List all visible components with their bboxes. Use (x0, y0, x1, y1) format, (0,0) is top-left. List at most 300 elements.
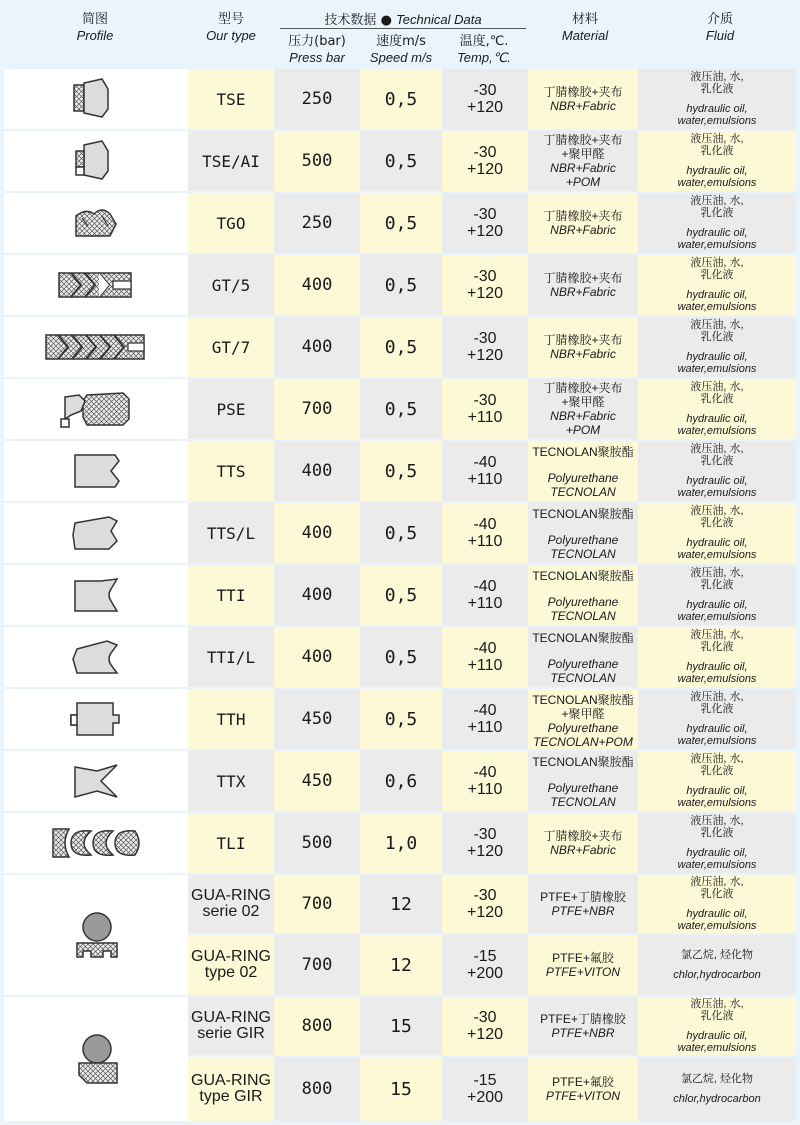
seal-profile-icon (68, 698, 124, 740)
speed-cell (360, 441, 442, 501)
material-line: TECNOLAN聚胺酯 (532, 507, 634, 521)
header-temp-en: Temp,℃. (457, 50, 511, 65)
seal-profile-icon (68, 636, 124, 678)
pressure-value: 700 (301, 955, 333, 975)
temp-max: +110 (467, 595, 503, 612)
material-cell (528, 441, 638, 501)
fluid-line: water,emulsions (677, 797, 757, 809)
table-row (0, 689, 800, 749)
speed-value: 0,5 (384, 584, 418, 606)
speed-cell (360, 751, 442, 811)
temp-cell (442, 565, 528, 625)
material-line: 丁腈橡胶+夹布 (543, 271, 623, 285)
temp-cell (442, 69, 528, 129)
temp-max: +110 (467, 471, 503, 488)
pressure-value: 700 (301, 894, 333, 914)
profile-cell (4, 503, 188, 563)
header-speed-cn: 速度m/s (376, 34, 426, 49)
type-cell (188, 813, 274, 873)
fluid-line: chlor,hydrocarbon (673, 969, 761, 981)
speed-value: 0,5 (384, 274, 418, 296)
profile-cell (4, 69, 188, 129)
type-value: TLI (216, 833, 246, 853)
type-cell (188, 503, 274, 563)
profile-cell (4, 813, 188, 873)
profile-cell (4, 131, 188, 191)
pressure-value: 700 (301, 399, 333, 419)
header-divider (280, 28, 526, 29)
fluid-line: 氯乙烷, 烃化物 (680, 1073, 754, 1085)
temp-min: -15 (473, 1072, 497, 1089)
fluid-line: 液压油, 水, (690, 71, 744, 83)
temp-cell (442, 317, 528, 377)
fluid-line: hydraulic oil, (686, 908, 748, 920)
seal-profile-icon (56, 266, 136, 304)
material-line: TECNOLAN (550, 795, 616, 809)
pressure-value: 450 (301, 709, 333, 729)
type-cell (188, 317, 274, 377)
speed-value: 15 (390, 1015, 412, 1037)
fluid-line: hydraulic oil, (686, 413, 748, 425)
header-tech-en: Technical Data (396, 12, 482, 27)
bullet-icon: ● (380, 13, 392, 28)
temp-max: +120 (466, 347, 504, 364)
speed-value: 12 (390, 954, 412, 976)
fluid-cell (638, 935, 796, 995)
profile-cell (4, 317, 188, 377)
type-cell (188, 255, 274, 315)
speed-cell (360, 565, 442, 625)
fluid-line: water,emulsions (677, 611, 757, 623)
temp-cell (442, 935, 528, 995)
fluid-line: water,emulsions (677, 920, 757, 932)
type-cell (188, 751, 274, 811)
fluid-line: 乳化液 (700, 703, 734, 715)
fluid-line: 乳化液 (700, 83, 734, 95)
speed-cell (360, 131, 442, 191)
speed-cell (360, 503, 442, 563)
fluid-cell (638, 1057, 796, 1121)
material-line: NBR+Fabric (550, 843, 616, 857)
temp-min: -40 (473, 702, 497, 719)
table-row (0, 317, 800, 377)
temp-max: +120 (466, 99, 504, 116)
fluid-line: water,emulsions (677, 673, 757, 685)
temp-max: +110 (467, 533, 503, 550)
material-line: Polyurethane (547, 781, 619, 795)
fluid-line: 乳化液 (700, 827, 734, 839)
material-line: TECNOLAN (550, 485, 616, 499)
fluid-line: 乳化液 (700, 207, 734, 219)
material-line: +聚甲醛 (561, 707, 605, 721)
type-value: TGO (216, 213, 246, 233)
material-cell (528, 131, 638, 191)
table-row (0, 131, 800, 191)
fluid-line: 液压油, 水, (690, 381, 744, 393)
speed-cell (360, 997, 442, 1055)
type-value: GUA-RING serie GIR (191, 1009, 271, 1042)
pressure-value: 400 (301, 523, 333, 543)
type-value: GUA-RING type 02 (191, 948, 271, 981)
material-line: TECNOLAN (550, 671, 616, 685)
material-line: +聚甲醛 (561, 395, 605, 409)
temp-cell (442, 875, 528, 933)
fluid-cell (638, 131, 796, 191)
header-temp (446, 34, 522, 67)
header-profile (60, 12, 130, 45)
type-value: GUA-RING serie 02 (191, 887, 271, 920)
fluid-line: 液压油, 水, (690, 629, 744, 641)
fluid-line: 乳化液 (700, 517, 734, 529)
fluid-line: hydraulic oil, (686, 289, 748, 301)
material-cell (528, 935, 638, 995)
fluid-line: water,emulsions (677, 487, 757, 499)
fluid-line: 液压油, 水, (690, 691, 744, 703)
speed-value: 15 (390, 1078, 412, 1100)
pressure-cell (274, 255, 360, 315)
material-line: PTFE+NBR (551, 904, 615, 918)
profile-cell (4, 997, 188, 1121)
profile-cell (4, 193, 188, 253)
fluid-line: 液压油, 水, (690, 815, 744, 827)
material-line: NBR+Fabric (550, 347, 616, 361)
table-row (0, 69, 800, 129)
fluid-line: 乳化液 (700, 145, 734, 157)
material-cell (528, 503, 638, 563)
header-type-en: Our type (206, 28, 256, 43)
profile-cell (4, 379, 188, 439)
temp-min: -30 (473, 887, 497, 904)
fluid-line: water,emulsions (677, 177, 757, 189)
fluid-cell (638, 565, 796, 625)
table-row (0, 503, 800, 563)
fluid-line: water,emulsions (677, 115, 757, 127)
temp-min: -30 (473, 268, 497, 285)
pressure-value: 500 (301, 833, 333, 853)
type-value: TSE (216, 89, 246, 109)
seal-profile-icon (68, 512, 124, 554)
speed-value: 0,5 (384, 646, 418, 668)
material-line: +聚甲醛 (561, 147, 605, 161)
pressure-cell (274, 131, 360, 191)
table-row (0, 751, 800, 811)
material-line: PTFE+氟胶 (552, 1075, 614, 1089)
speed-value: 0,6 (384, 770, 418, 792)
speed-value: 0,5 (384, 522, 418, 544)
fluid-line: hydraulic oil, (686, 785, 748, 797)
speed-value: 0,5 (384, 212, 418, 234)
seal-profile-icon (56, 386, 136, 432)
fluid-cell (638, 255, 796, 315)
speed-cell (360, 627, 442, 687)
header-material-cn: 材料 (571, 12, 598, 27)
material-cell (528, 255, 638, 315)
profile-cell (4, 627, 188, 687)
pressure-value: 800 (301, 1016, 333, 1036)
table-header (0, 0, 800, 68)
material-line: PTFE+NBR (551, 1026, 615, 1040)
temp-min: -40 (473, 516, 497, 533)
material-line: TECNOLAN聚胺酯 (532, 755, 634, 769)
pressure-cell (274, 193, 360, 253)
material-cell (528, 627, 638, 687)
header-type (195, 12, 267, 45)
profile-cell (4, 875, 188, 995)
temp-cell (442, 751, 528, 811)
material-line: Polyurethane (547, 657, 619, 671)
temp-cell (442, 441, 528, 501)
material-line: Polyurethane (547, 595, 619, 609)
fluid-line: water,emulsions (677, 301, 757, 313)
type-cell (188, 997, 274, 1055)
fluid-line: water,emulsions (677, 859, 757, 871)
pressure-value: 250 (301, 213, 333, 233)
pressure-cell (274, 751, 360, 811)
pressure-cell (274, 997, 360, 1055)
fluid-line: 乳化液 (700, 765, 734, 777)
speed-cell (360, 379, 442, 439)
material-cell (528, 689, 638, 749)
material-line: TECNOLAN+POM (533, 735, 633, 749)
table-row (0, 565, 800, 625)
fluid-line: 乳化液 (700, 331, 734, 343)
profile-cell (4, 565, 188, 625)
header-speed (364, 34, 438, 67)
material-cell (528, 751, 638, 811)
type-cell (188, 875, 274, 933)
type-value: TSE/AI (202, 151, 260, 171)
pressure-cell (274, 565, 360, 625)
seal-profile-icon (68, 760, 124, 802)
fluid-line: hydraulic oil, (686, 1030, 748, 1042)
profile-cell (4, 441, 188, 501)
material-line: Polyurethane (547, 471, 619, 485)
temp-min: -30 (473, 144, 497, 161)
fluid-cell (638, 379, 796, 439)
speed-cell (360, 935, 442, 995)
temp-min: -30 (473, 82, 497, 99)
pressure-cell (274, 317, 360, 377)
fluid-line: water,emulsions (677, 735, 757, 747)
material-line: 丁腈橡胶+夹布 (543, 85, 623, 99)
fluid-line: 液压油, 水, (690, 753, 744, 765)
fluid-line: hydraulic oil, (686, 103, 748, 115)
pressure-cell (274, 935, 360, 995)
seal-profile-icon (48, 822, 144, 864)
material-line: PTFE+氟胶 (552, 951, 614, 965)
fluid-line: water,emulsions (677, 549, 757, 561)
pressure-cell (274, 379, 360, 439)
speed-value: 0,5 (384, 150, 418, 172)
fluid-line: hydraulic oil, (686, 599, 748, 611)
speed-cell (360, 193, 442, 253)
table-row (0, 255, 800, 315)
pressure-cell (274, 813, 360, 873)
fluid-line: hydraulic oil, (686, 475, 748, 487)
temp-max: +110 (467, 719, 503, 736)
pressure-value: 250 (301, 89, 333, 109)
temp-min: -30 (473, 826, 497, 843)
header-tech (280, 9, 526, 28)
material-line: +POM (565, 423, 601, 437)
fluid-cell (638, 503, 796, 563)
temp-min: -40 (473, 578, 497, 595)
temp-cell (442, 689, 528, 749)
material-line: 丁腈橡胶+夹布 (543, 209, 623, 223)
material-line: 丁腈橡胶+夹布 (543, 133, 623, 147)
material-line: Polyurethane (547, 721, 619, 735)
material-line: PTFE+VITON (545, 965, 621, 979)
gua-ring-gir-profile-icon (73, 1031, 123, 1091)
temp-max: +120 (466, 285, 504, 302)
temp-min: -30 (473, 206, 497, 223)
type-value: GT/5 (211, 275, 251, 295)
fluid-line: hydraulic oil, (686, 847, 748, 859)
pressure-cell (274, 627, 360, 687)
temp-cell (442, 379, 528, 439)
fluid-line: 液压油, 水, (690, 505, 744, 517)
table-row (0, 627, 800, 687)
fluid-line: hydraulic oil, (686, 351, 748, 363)
type-cell (188, 379, 274, 439)
profile-cell (4, 689, 188, 749)
temp-cell (442, 997, 528, 1055)
header-fluid-en: Fluid (705, 28, 735, 43)
material-cell (528, 997, 638, 1055)
fluid-cell (638, 69, 796, 129)
material-cell (528, 69, 638, 129)
gua-ring-profile-icon (73, 909, 123, 965)
material-line: PTFE+丁腈橡胶 (540, 890, 626, 904)
material-line: PTFE+VITON (545, 1089, 621, 1103)
header-temp-cn: 温度,℃. (459, 34, 509, 49)
fluid-cell (638, 193, 796, 253)
temp-max: +200 (466, 965, 504, 982)
header-press-cn: 压力(bar) (288, 34, 346, 49)
pressure-value: 400 (301, 585, 333, 605)
type-cell (188, 1057, 274, 1121)
fluid-cell (638, 317, 796, 377)
fluid-cell (638, 751, 796, 811)
speed-value: 0,5 (384, 398, 418, 420)
seal-profile-icon (68, 450, 124, 492)
temp-min: -15 (473, 948, 497, 965)
table-row (0, 813, 800, 873)
pressure-cell (274, 441, 360, 501)
material-cell (528, 813, 638, 873)
pressure-value: 400 (301, 275, 333, 295)
pressure-cell (274, 503, 360, 563)
table-row (0, 193, 800, 253)
material-line: NBR+Fabric (550, 409, 616, 423)
type-value: TTS/L (206, 523, 256, 543)
temp-cell (442, 131, 528, 191)
material-cell (528, 875, 638, 933)
speed-cell (360, 69, 442, 129)
pressure-value: 400 (301, 647, 333, 667)
temp-cell (442, 627, 528, 687)
material-line: TECNOLAN (550, 609, 616, 623)
fluid-line: water,emulsions (677, 425, 757, 437)
fluid-line: 乳化液 (700, 641, 734, 653)
material-cell (528, 1057, 638, 1121)
material-line: Polyurethane (547, 533, 619, 547)
fluid-line: 液压油, 水, (690, 998, 744, 1010)
fluid-line: 乳化液 (700, 393, 734, 405)
fluid-cell (638, 627, 796, 687)
header-fluid-cn: 介质 (706, 12, 733, 27)
pressure-cell (274, 875, 360, 933)
fluid-line: hydraulic oil, (686, 165, 748, 177)
pressure-value: 800 (301, 1079, 333, 1099)
seal-profile-icon (68, 574, 124, 616)
material-line: 丁腈橡胶+夹布 (543, 829, 623, 843)
fluid-line: water,emulsions (677, 1042, 757, 1054)
temp-max: +120 (466, 904, 504, 921)
temp-max: +200 (466, 1089, 504, 1106)
fluid-line: 液压油, 水, (690, 133, 744, 145)
type-value: TTX (216, 771, 246, 791)
temp-cell (442, 1057, 528, 1121)
temp-cell (442, 503, 528, 563)
material-line: NBR+Fabric (550, 161, 616, 175)
speed-value: 12 (390, 893, 412, 915)
type-value: GUA-RING type GIR (191, 1072, 271, 1105)
header-type-cn: 型号 (217, 12, 244, 27)
speed-cell (360, 317, 442, 377)
material-cell (528, 565, 638, 625)
header-press-en: Press bar (289, 50, 345, 65)
material-line: NBR+Fabric (550, 99, 616, 113)
type-cell (188, 193, 274, 253)
fluid-line: 液压油, 水, (690, 257, 744, 269)
seal-profile-icon (43, 328, 149, 366)
material-line: 丁腈橡胶+夹布 (543, 381, 623, 395)
seal-profile-icon (69, 203, 123, 243)
fluid-line: 液压油, 水, (690, 319, 744, 331)
fluid-line: water,emulsions (677, 239, 757, 251)
speed-cell (360, 689, 442, 749)
fluid-cell (638, 441, 796, 501)
header-press (280, 34, 354, 67)
temp-max: +120 (466, 843, 504, 860)
temp-min: -40 (473, 640, 497, 657)
fluid-line: hydraulic oil, (686, 227, 748, 239)
type-cell (188, 131, 274, 191)
header-tech-cn: 技术数据 (324, 13, 377, 28)
temp-min: -40 (473, 454, 497, 471)
material-cell (528, 193, 638, 253)
temp-max: +110 (467, 781, 503, 798)
temp-min: -30 (473, 392, 497, 409)
fluid-line: 乳化液 (700, 579, 734, 591)
temp-cell (442, 255, 528, 315)
speed-cell (360, 255, 442, 315)
header-material (540, 12, 630, 45)
fluid-line: 液压油, 水, (690, 195, 744, 207)
temp-min: -40 (473, 764, 497, 781)
pressure-value: 400 (301, 337, 333, 357)
fluid-cell (638, 875, 796, 933)
header-profile-en: Profile (76, 28, 114, 43)
speed-value: 1,0 (384, 832, 418, 854)
temp-max: +120 (466, 223, 504, 240)
material-line: TECNOLAN (550, 547, 616, 561)
fluid-line: 液压油, 水, (690, 567, 744, 579)
type-cell (188, 935, 274, 995)
material-line: TECNOLAN聚胺酯 (532, 569, 634, 583)
fluid-line: hydraulic oil, (686, 537, 748, 549)
